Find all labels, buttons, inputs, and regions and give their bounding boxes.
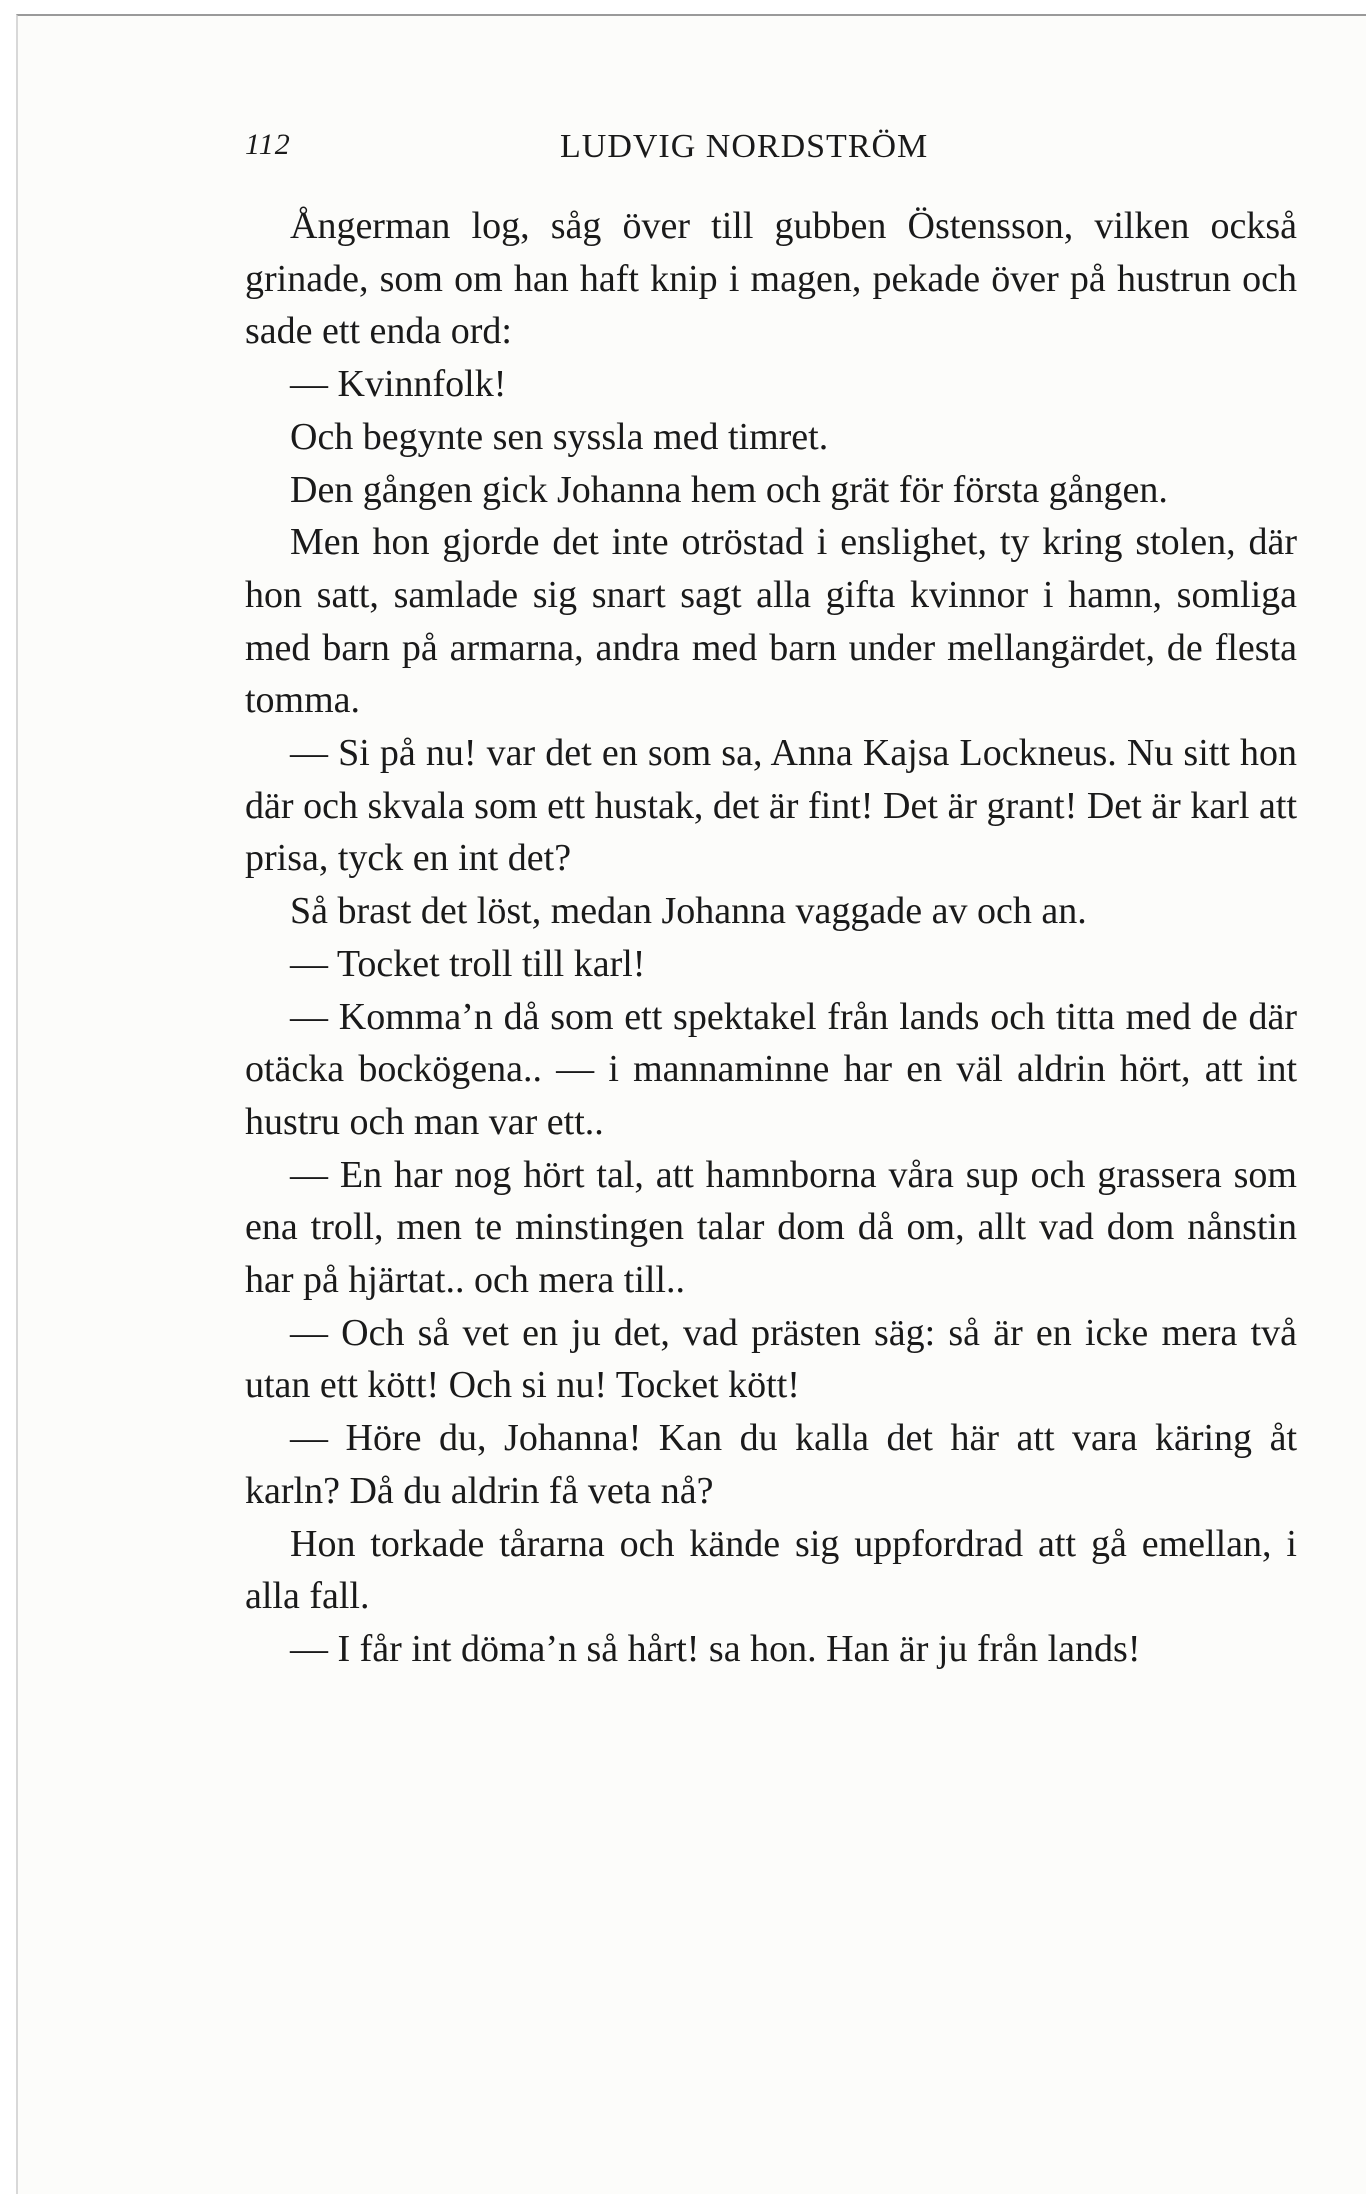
paragraph: Ångerman log, såg över till gubben Östensson, vilken också grinade, som om han haft knip i magen, pekade över på hustrun och sade ett enda ord: [245,205,1297,353]
paragraph: Och begynte sen syssla med timret. [290,415,829,458]
paragraph: — Tocket troll till karl! [290,942,646,985]
page-number: 112 [245,128,291,161]
paragraph: Så brast det löst, medan Johanna vaggade av och an. [290,890,1087,933]
running-head: LUDVIG NORDSTRÖM [560,128,929,165]
paragraph: — Och så vet en ju det, vad prästen säg: så är en icke mera två utan ett kött! Och si nu! Tocket kött! [245,1311,1297,1407]
body-text [245,200,1297,1676]
paragraph: Hon torkade tårarna och kände sig uppfordrad att gå emellan, i alla fall. [245,1522,1297,1618]
paragraph: Den gången gick Johanna hem och grät för första gången. [290,468,1168,511]
paragraph: — Komma’n då som ett spektakel från lands och titta med de där otäcka bockögena.. — i mannaminne har en väl aldrin hört, att int hustru och man var ett.. [245,995,1297,1143]
paragraph: — En har nog hört tal, att hamnborna våra sup och grassera som ena troll, men te minstingen talar dom då om, allt vad dom nånstin har på hjärtat.. och mera till.. [245,1153,1297,1302]
paragraph: Men hon gjorde det inte otröstad i enslighet, ty kring stolen, där hon satt, samlade sig snart sagt alla gifta kvinnor i hamn, somliga med barn på armarna, andra med barn under mellangärdet, de flesta tomma. [245,521,1297,722]
paragraph: — I får int döma’n så hårt! sa hon. Han är ju från lands! [290,1627,1141,1670]
paragraph: — Kvinnfolk! [290,363,507,406]
paragraph: — Si på nu! var det en som sa, Anna Kajsa Lockneus. Nu sitt hon där och skvala som ett hustak, det är fint! Det är grant! Det är karl att prisa, tyck en int det? [245,732,1297,880]
paragraph: — Höre du, Johanna! Kan du kalla det här att vara käring åt karln? Då du aldrin få veta nå? [245,1417,1297,1512]
page-header [245,128,1295,178]
